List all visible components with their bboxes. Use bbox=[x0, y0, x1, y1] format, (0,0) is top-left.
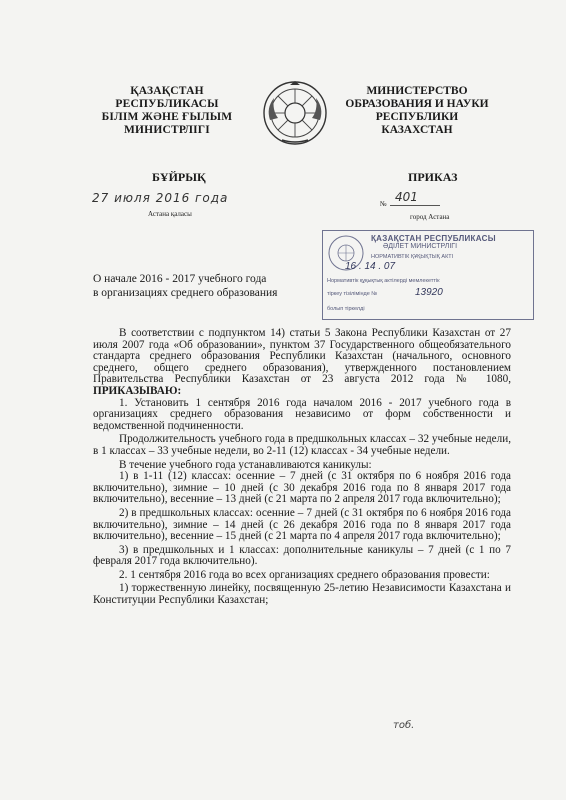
header-left-line: ҚАЗАҚСТАН bbox=[130, 85, 204, 97]
handwritten-order-number: 401 bbox=[395, 190, 418, 204]
stamp-line-3: НОРМАТИВТІК ҚҰҚЫҚТЫҚ АКТІ bbox=[371, 254, 454, 260]
order-subject bbox=[93, 272, 277, 300]
city-russian: город Астана bbox=[410, 213, 450, 221]
subject-line: в организациях среднего образования bbox=[93, 287, 278, 299]
header-right-line: КАЗАХСТАН bbox=[381, 124, 453, 136]
paragraph: В течение учебного года устанавливаются каникулы: bbox=[119, 458, 372, 471]
registration-stamp bbox=[322, 230, 534, 320]
stamp-line-6: болып тіркелді bbox=[327, 306, 365, 312]
stamp-line-4: Нормативтік құқықтық актілерді мемлекеттік bbox=[327, 278, 440, 284]
stamp-registration-number: 13920 bbox=[415, 287, 443, 298]
header-right-line: ОБРАЗОВАНИЯ И НАУКИ bbox=[345, 98, 489, 110]
paragraph: 1) в 1-11 (12) классах: осенние – 7 дней (с 31 октября по 6 ноября 2016 года включительно), зимние – 10 дней (с 30 декабря 2016 года по 8 января 2017 года включительно), весенние – 13 дней (с 21 марта по 2 апреля 2017 года включительно); bbox=[93, 470, 511, 506]
preamble-text: В соответствии с подпунктом 14) статьи 5 Закона Республики Казахстан от 27 июля 2007 года «Об образовании», пунктом 37 Государственного общеобязательного стандарта среднего образования Республики Казахстан (начального, основного среднего, общего среднего образования), утвержденного постановлением Правительства Республики Казахстан от 23 августа 2012 года № 1080, bbox=[93, 327, 511, 386]
handwritten-initials: тоб. bbox=[393, 720, 415, 731]
paragraph: 2. 1 сентября 2016 года во всех организациях среднего образования провести: bbox=[119, 568, 490, 581]
header-right-line: МИНИСТЕРСТВО bbox=[366, 85, 468, 97]
header-left-ministry-kazakh bbox=[92, 85, 242, 137]
header-left-line: МИНИСТРЛІГІ bbox=[123, 124, 210, 136]
order-title-russian: ПРИКАЗ bbox=[408, 170, 458, 184]
paragraph: Продолжительность учебного года в предшкольных классах – 32 учебные недели, в 1 классах – 33 учебные недели, во 2-11 (12) классах - 34 учебные недели. bbox=[93, 433, 511, 457]
paragraph: 1. Установить 1 сентября 2016 года началом 2016 - 2017 учебного года в организациях среднего образования независимо от форм собственности и ведомственной подчиненности. bbox=[93, 396, 511, 432]
header-left-line: РЕСПУБЛИКАСЫ bbox=[115, 98, 219, 110]
stamp-line-1: ҚАЗАҚСТАН РЕСПУБЛИКАСЫ bbox=[371, 234, 496, 243]
order-body bbox=[93, 328, 511, 607]
order-keyword: ПРИКАЗЫВАЮ: bbox=[93, 384, 182, 397]
stamp-handwritten-date: 16 . 14 . 07 bbox=[345, 261, 396, 272]
order-number-label: № bbox=[380, 200, 387, 208]
paragraph: 3) в предшкольных и 1 классах: дополнительные каникулы – 7 дней (с 1 по 7 февраля 2017 года включительно). bbox=[93, 543, 511, 568]
paragraph: 2) в предшкольных классах: осенние – 7 дней (с 31 октября по 6 ноября 2016 года включительно), зимние – 14 дней (с 26 декабря 2016 года по 8 января 2017 года включительно), весенние – 15 дней (с 21 марта по 4 апреля 2017 года включительно); bbox=[93, 506, 511, 543]
header-left-line: БІЛІМ ЖӘНЕ ҒЫЛЫМ bbox=[101, 111, 233, 123]
stamp-line-2: ӘДІЛЕТ МИНИСТРЛІГІ bbox=[383, 243, 458, 250]
kazakhstan-state-emblem-icon bbox=[262, 80, 328, 146]
order-number-underline bbox=[390, 205, 440, 206]
paragraph-preamble bbox=[93, 328, 511, 398]
header-right-ministry-russian bbox=[342, 85, 492, 137]
handwritten-order-date: 27 июля 2016 года bbox=[92, 191, 229, 205]
stamp-line-5: тіркеу тізілімінде № bbox=[327, 291, 378, 297]
city-kazakh: Астана қаласы bbox=[148, 210, 192, 218]
header-right-line: РЕСПУБЛИКИ bbox=[375, 111, 459, 123]
subject-line: О начале 2016 - 2017 учебного года bbox=[93, 273, 267, 285]
order-title-kazakh: БҰЙРЫҚ bbox=[152, 170, 206, 184]
paragraph: 1) торжественную линейку, посвященную 25-летию Независимости Казахстана и Конституции Республики Казахстан; bbox=[93, 582, 511, 607]
